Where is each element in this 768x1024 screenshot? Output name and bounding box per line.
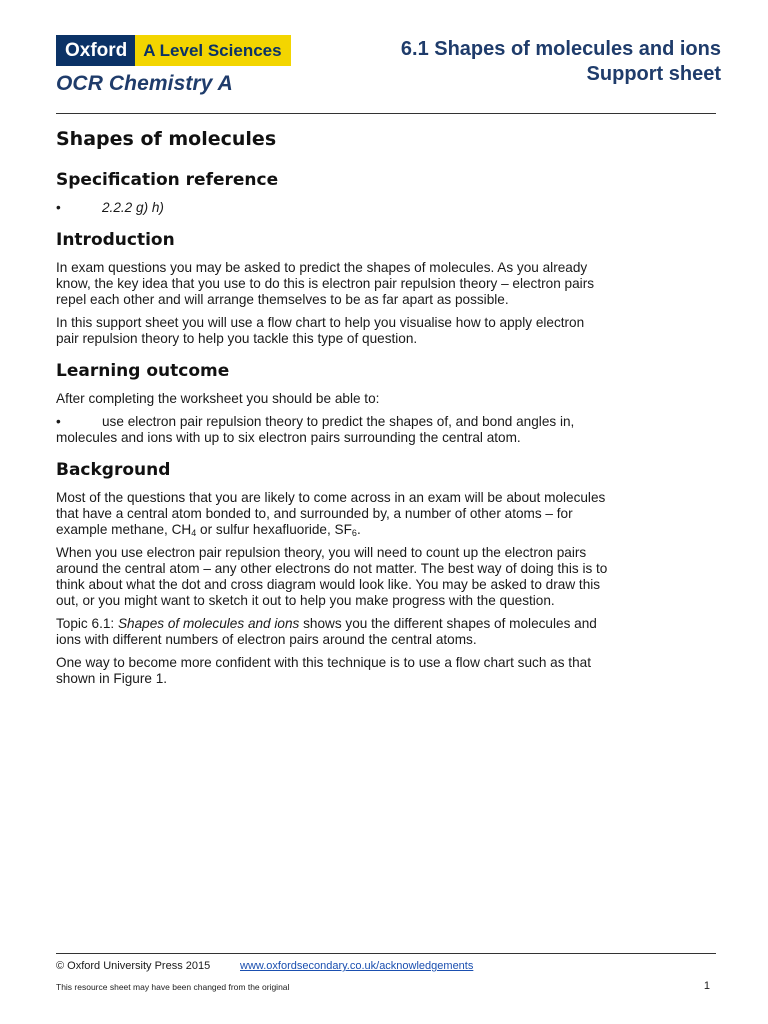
section-background xyxy=(56,460,608,687)
text-run: shows you the different shapes of molecules and ions with different numbers of electron pairs around the central atoms. xyxy=(56,616,597,647)
list-item xyxy=(56,414,608,446)
copyright-notice: © Oxford University Press 2015 xyxy=(56,960,211,972)
paragraph: In this support sheet you will use a flow chart to help you visualise how to apply electron pair repulsion theory to help you tackle this type of question. xyxy=(56,315,585,346)
topic-reference: Shapes of molecules and ions xyxy=(117,616,300,631)
subscript: 4 xyxy=(191,528,197,538)
text-run: . xyxy=(356,522,361,537)
outcome-text: use electron pair repulsion theory to predict the shapes of, and bond angles in, molecules and ions with up to six electron pairs surrounding the central atom. xyxy=(56,414,575,445)
bullet-icon: • xyxy=(56,200,61,215)
page-title: Shapes of molecules xyxy=(56,128,277,150)
text-run: Most of the questions that you are likely to come across in an exam will be about molecules that have a central atom bonded to, and surrounded by, a number of other atoms – for example methane, CH xyxy=(56,490,606,537)
course-name: OCR Chemistry A xyxy=(56,72,233,95)
section-heading: Background xyxy=(56,460,171,480)
section-heading: Introduction xyxy=(56,230,175,250)
acknowledgements-link[interactable]: www.oxfordsecondary.co.uk/acknowledgements xyxy=(240,960,474,972)
section-learning-outcome xyxy=(56,361,608,446)
oxford-logo xyxy=(56,35,291,66)
section-spec-reference xyxy=(56,170,608,216)
paragraph: When you use electron pair repulsion theory, you will need to count up the electron pairs around the central atom – any other electrons do not matter. The best way of doing this is to think about what the dot and cross diagram would look like. You may be asked to draw this out, or you might want to sketch it out to help you make progress with the question. xyxy=(56,545,608,608)
spec-ref-text: 2.2.2 g) h) xyxy=(102,200,164,215)
subscript: 6 xyxy=(351,528,357,538)
bullet-icon: • xyxy=(56,414,61,429)
paragraph xyxy=(56,616,608,648)
list-item xyxy=(56,200,608,216)
logo-series: A Level Sciences xyxy=(135,35,290,66)
text-run: or sulfur hexafluoride, SF xyxy=(196,522,352,537)
section-introduction xyxy=(56,230,608,347)
disclaimer-text: This resource sheet may have been changed from the original xyxy=(56,982,290,992)
paragraph: In exam questions you may be asked to predict the shapes of molecules. As you already know, the key idea that you use to do this is electron pair repulsion theory – electron pairs repel each other and will arrange themselves to be as far apart as possible. xyxy=(56,260,595,307)
document-title-line2: Support sheet xyxy=(586,63,721,85)
page-number: 1 xyxy=(703,980,710,992)
main-content xyxy=(56,170,608,701)
section-heading: Specification reference xyxy=(56,170,279,190)
document-title xyxy=(401,37,721,87)
paragraph: After completing the worksheet you should be able to: xyxy=(56,391,380,406)
header-divider xyxy=(56,113,716,114)
logo-brand: Oxford xyxy=(56,35,135,66)
section-heading: Learning outcome xyxy=(56,361,230,381)
paragraph: One way to become more confident with this technique is to use a flow chart such as that shown in Figure 1. xyxy=(56,655,591,686)
paragraph xyxy=(56,490,608,538)
text-run: Topic 6.1: xyxy=(56,616,118,631)
document-title-line1: 6.1 Shapes of molecules and ions xyxy=(400,38,721,60)
footer-divider xyxy=(56,953,716,954)
